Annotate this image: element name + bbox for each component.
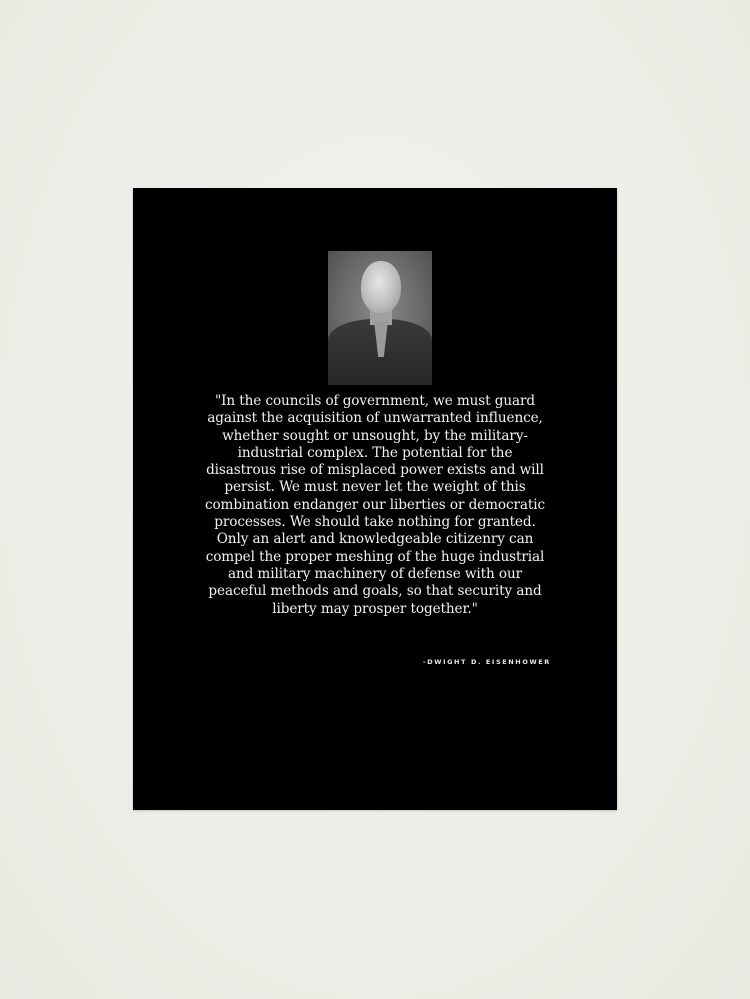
quote-line: processes. We should take nothing for granted. [214, 514, 536, 531]
eisenhower-portrait-photo [328, 251, 432, 385]
quote-line: liberty may prosper together." [272, 600, 478, 617]
art-print [133, 188, 617, 810]
quote-attribution: -DWIGHT D. EISENHOWER [423, 658, 551, 666]
quote-line: industrial complex. The potential for the [237, 444, 513, 461]
quote-line: combination endanger our liberties or democratic [204, 496, 546, 513]
quote-line: whether sought or unsought, by the military- [222, 427, 528, 444]
quote-line: against the acquisition of unwarranted influence, [207, 410, 543, 427]
quote-line: and military machinery of defense with our [227, 565, 523, 582]
quote-line: compel the proper meshing of the huge industrial [205, 548, 545, 565]
quote-line: "In the councils of government, we must guard [214, 393, 536, 409]
quote-line: disastrous rise of misplaced power exists and will [206, 462, 544, 479]
portrait-head [361, 261, 401, 313]
quote-text [163, 393, 587, 618]
quote-line: Only an alert and knowledgeable citizenry can [216, 531, 534, 548]
quote-line: peaceful methods and goals, so that security and [208, 583, 542, 600]
quote-line: persist. We must never let the weight of this [224, 479, 526, 496]
